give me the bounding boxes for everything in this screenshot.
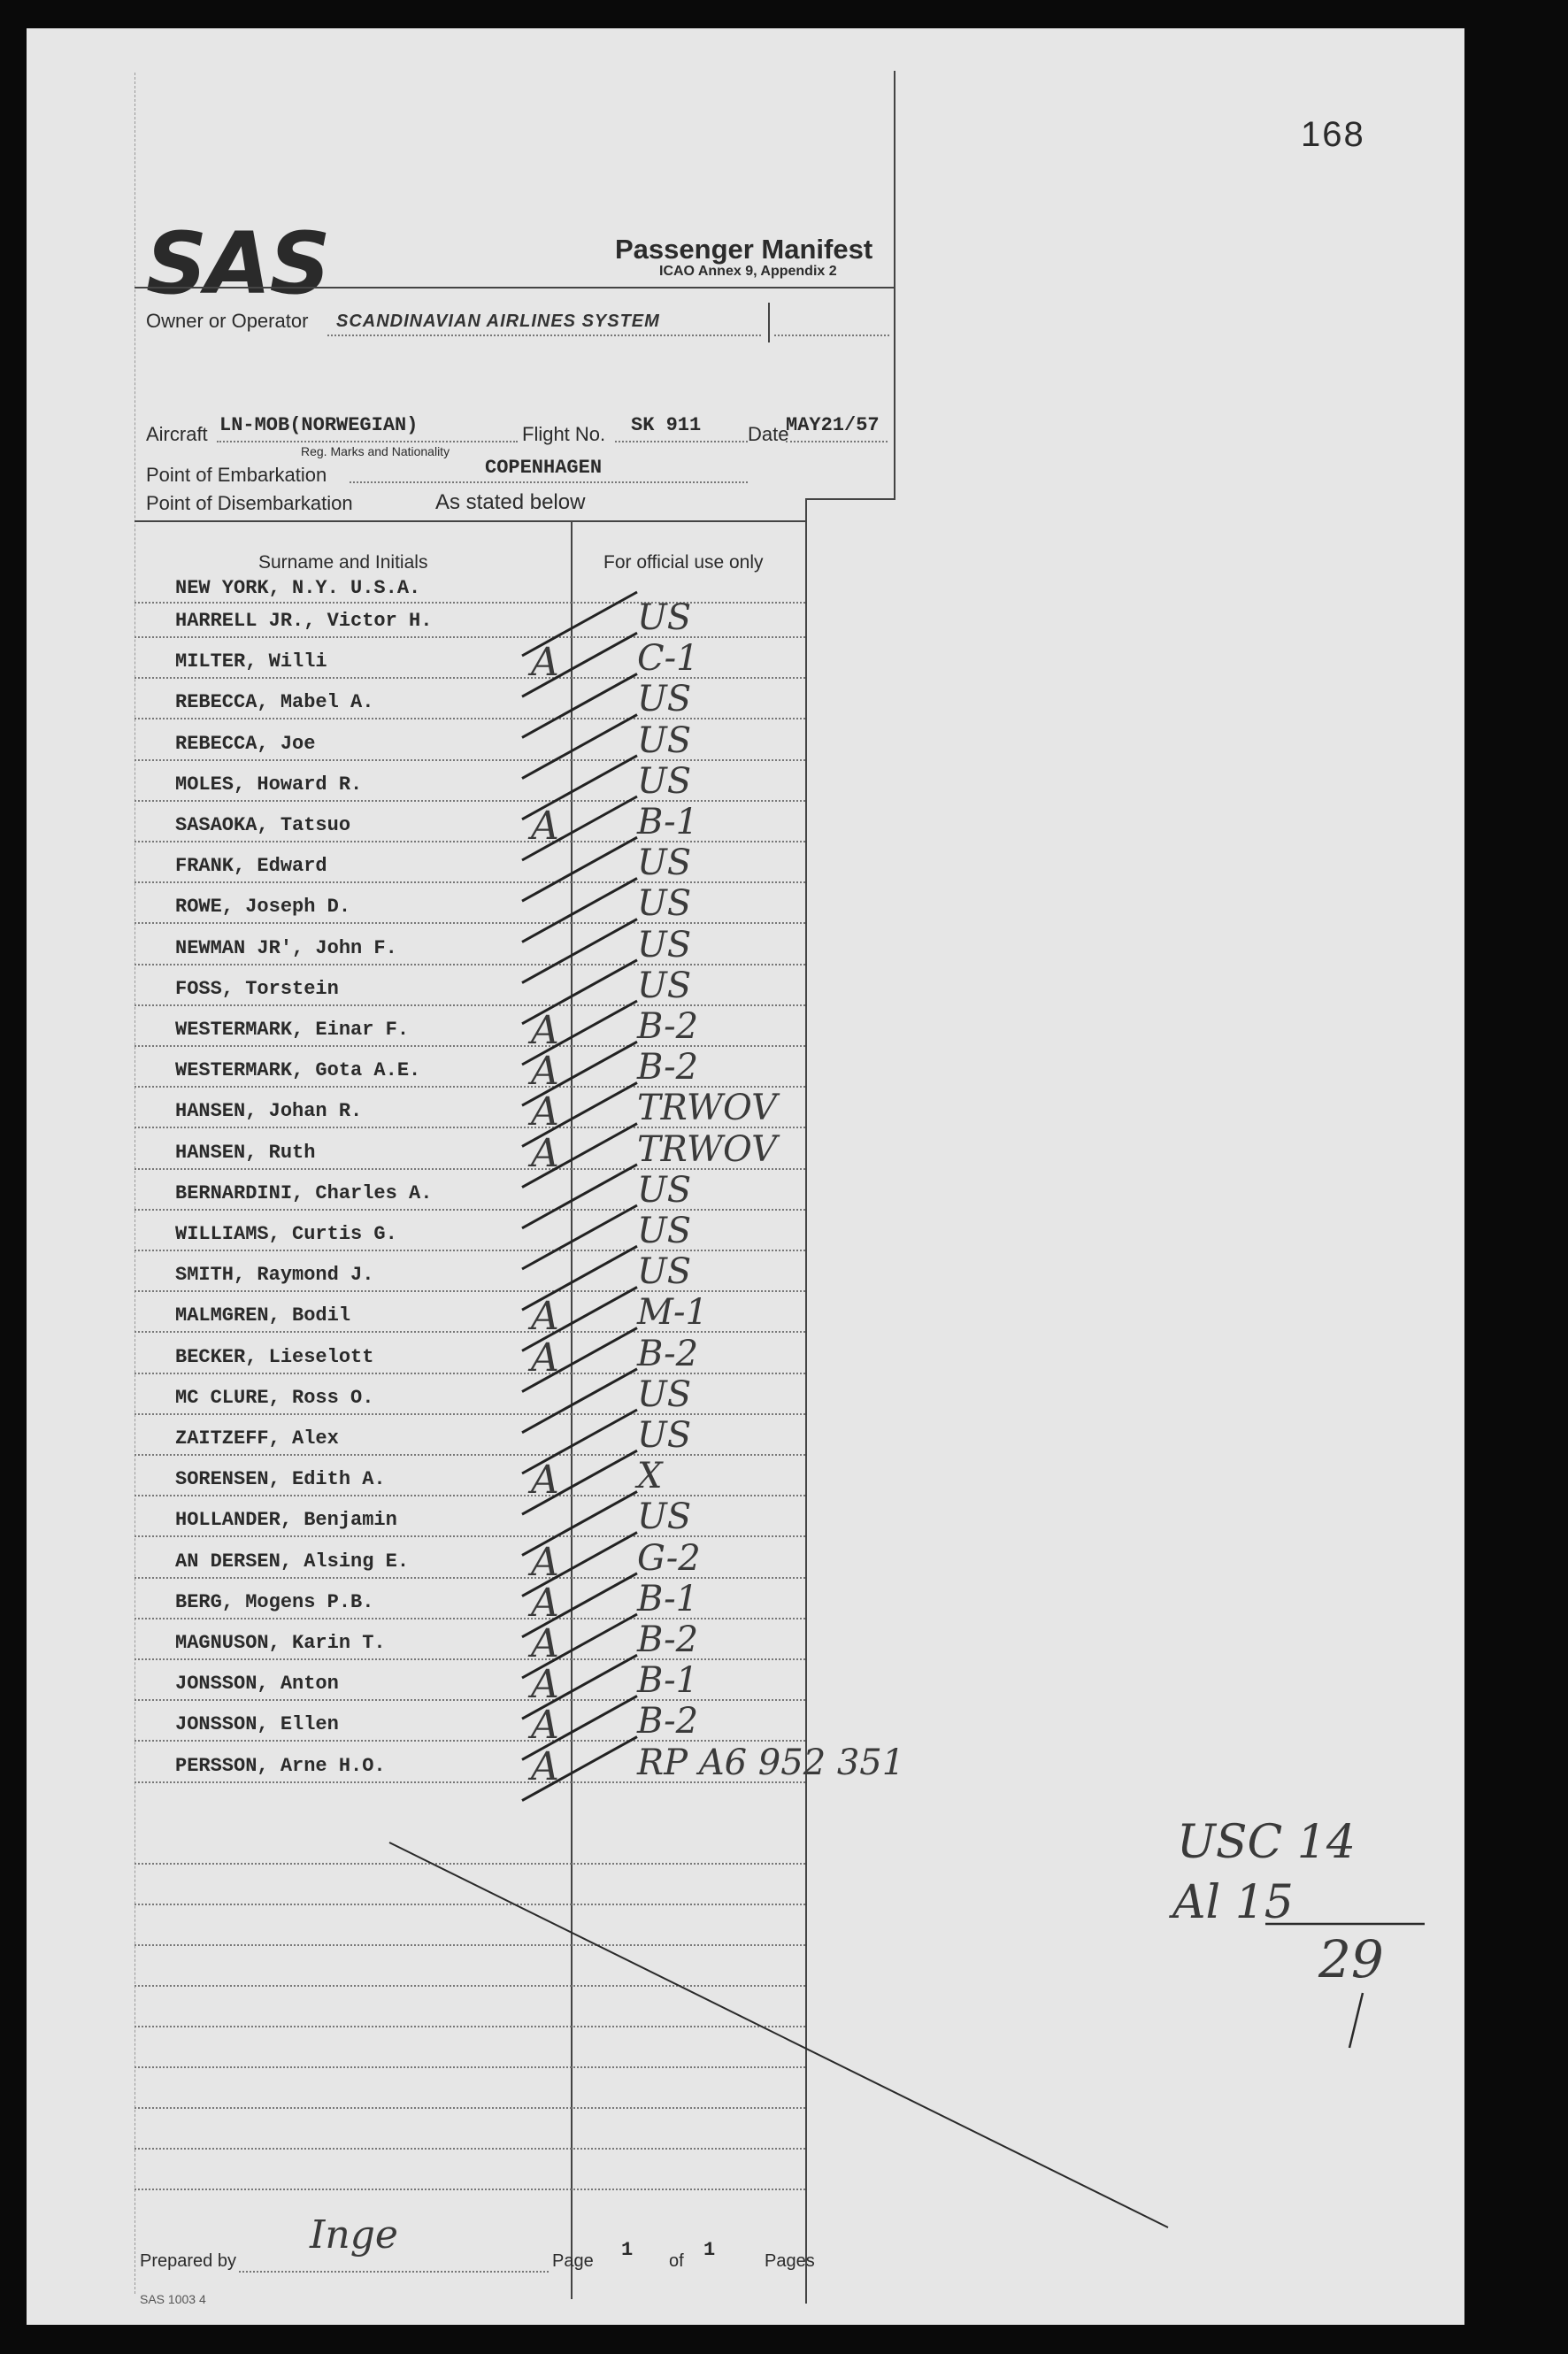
admission-mark: A: [531, 1049, 559, 1095]
passenger-name: MAGNUSON, Karin T.: [175, 1632, 386, 1654]
admission-mark: A: [531, 1335, 559, 1381]
prepared-by-signature: Inge: [310, 2212, 398, 2258]
flight-no-label: Flight No.: [522, 423, 606, 445]
check-slash: [522, 919, 637, 983]
disembarkation-value: As stated below: [435, 490, 586, 514]
official-code: B-1: [637, 1578, 699, 1619]
tally-total: 29: [1318, 1929, 1384, 1989]
passenger-name: HANSEN, Johan R.: [175, 1100, 363, 1123]
check-slash: [522, 1082, 637, 1146]
handwriting-overlay: [27, 28, 1464, 2325]
passenger-name: WESTERMARK, Einar F.: [175, 1019, 410, 1041]
check-slash: [522, 1287, 637, 1350]
check-slash: [522, 1124, 637, 1188]
check-slash: [522, 715, 637, 779]
sas-logo: SAS: [146, 214, 329, 313]
official-code: US: [637, 965, 692, 1006]
disembarkation-label: Point of Disembarkation: [146, 492, 353, 514]
official-code: B-2: [637, 1619, 699, 1660]
official-code: C-1: [637, 638, 699, 680]
official-code: US: [637, 842, 692, 884]
embarkation-value: COPENHAGEN: [485, 457, 603, 479]
check-slash: [522, 1655, 637, 1719]
passenger-name: WESTERMARK, Gota A.E.: [175, 1059, 421, 1082]
admission-mark: A: [531, 1294, 559, 1340]
official-code: B-2: [637, 1006, 699, 1047]
check-slash: [522, 1369, 637, 1433]
check-slash: [522, 1165, 637, 1228]
official-code: G-2: [637, 1537, 701, 1579]
official-code: B-2: [637, 1047, 699, 1089]
admission-mark: A: [531, 1089, 559, 1135]
admission-mark: A: [531, 1743, 559, 1789]
passenger-name: MOLES, Howard R.: [175, 773, 363, 796]
official-code: TRWOV: [637, 1088, 778, 1129]
passenger-name: BERG, Mogens P.B.: [175, 1590, 374, 1613]
official-code: US: [637, 760, 692, 802]
admission-mark: A: [531, 1621, 559, 1666]
passenger-name: FOSS, Torstein: [175, 977, 339, 1000]
admission-mark: A: [531, 640, 559, 686]
official-code: B-1: [637, 802, 699, 842]
check-slash: [522, 796, 637, 860]
admission-mark: A: [531, 1539, 559, 1585]
destination-header: NEW YORK, N.Y. U.S.A.: [175, 577, 421, 599]
passenger-name: SASAOKA, Tatsuo: [175, 814, 351, 836]
check-slash: [522, 1614, 637, 1678]
passenger-name: NEWMAN JR', John F.: [175, 936, 397, 959]
official-code: US: [637, 924, 692, 965]
official-code: X: [637, 1456, 663, 1497]
passenger-name: HANSEN, Ruth: [175, 1141, 316, 1164]
official-code: US: [637, 719, 692, 761]
admission-mark: A: [531, 1580, 559, 1626]
official-code: US: [637, 679, 692, 720]
passenger-name: JONSSON, Ellen: [175, 1713, 339, 1736]
prepared-line: [239, 2271, 549, 2273]
check-slash: [522, 960, 637, 1024]
passenger-name: ROWE, Joseph D.: [175, 896, 351, 919]
form-code: SAS 1003 4: [140, 2292, 206, 2306]
check-slash: [522, 1533, 637, 1596]
official-code: US: [637, 1373, 692, 1415]
official-code: TRWOV: [637, 1128, 778, 1170]
admission-mark: A: [531, 804, 559, 849]
official-code: B-2: [637, 1333, 699, 1374]
check-slash: [522, 1410, 637, 1473]
date-label: Date: [748, 423, 789, 445]
passenger-name: BERNARDINI, Charles A.: [175, 1181, 433, 1204]
official-code: B-1: [637, 1660, 699, 1702]
tally-line-1: USC 14: [1177, 1816, 1356, 1869]
passenger-name: AN DERSEN, Alsing E.: [175, 1550, 410, 1573]
embarkation-label: Point of Embarkation: [146, 464, 327, 486]
admission-mark: A: [531, 1130, 559, 1176]
admission-mark: A: [531, 1703, 559, 1749]
official-code: US: [637, 1169, 692, 1211]
check-slash: [522, 592, 637, 656]
date-value: MAY21/57: [786, 414, 880, 436]
passenger-name: HOLLANDER, Benjamin: [175, 1509, 397, 1532]
check-slash: [522, 1042, 637, 1105]
check-slash: [522, 878, 637, 942]
admission-mark: A: [531, 1458, 559, 1504]
of-value: 1: [703, 2239, 716, 2261]
col-name-header: Surname and Initials: [258, 552, 428, 573]
of-label: of: [669, 2251, 684, 2271]
col-official-header: For official use only: [603, 552, 764, 573]
check-slash: [522, 837, 637, 901]
passenger-name: MILTER, Willi: [175, 650, 327, 673]
check-slash: [522, 1491, 637, 1555]
official-code: US: [637, 1415, 692, 1456]
passenger-name: MALMGREN, Bodil: [175, 1304, 351, 1327]
passenger-name: PERSSON, Arne H.O.: [175, 1754, 386, 1777]
passenger-name: MC CLURE, Ross O.: [175, 1386, 374, 1409]
page-label: Page: [552, 2251, 594, 2271]
page-number: 168: [1301, 115, 1365, 154]
passenger-name: FRANK, Edward: [175, 855, 327, 878]
check-slash: [522, 1205, 637, 1269]
passenger-name: BECKER, Lieselott: [175, 1345, 374, 1368]
check-slash: [522, 1328, 637, 1392]
check-slash: [522, 1450, 637, 1514]
page-value: 1: [621, 2239, 634, 2261]
reg-marks-label: Reg. Marks and Nationality: [301, 444, 450, 458]
admission-mark: A: [531, 1662, 559, 1708]
passenger-name: REBECCA, Joe: [175, 732, 316, 755]
official-code: US: [637, 883, 692, 925]
form-title: Passenger Manifest: [615, 234, 873, 265]
check-slash: [522, 1246, 637, 1310]
passenger-name: HARRELL JR., Victor H.: [175, 610, 433, 632]
aircraft-value: LN-MOB(NORWEGIAN): [219, 414, 419, 436]
tally-tick: [1349, 1993, 1363, 2048]
owner-value: SCANDINAVIAN AIRLINES SYSTEM: [336, 312, 660, 331]
official-code: RP A6 952 351: [637, 1742, 905, 1783]
diagonal-cancel-line: [389, 1842, 1168, 2227]
form-subtitle: ICAO Annex 9, Appendix 2: [659, 264, 837, 279]
passenger-name: ZAITZEFF, Alex: [175, 1427, 339, 1450]
prepared-by-label: Prepared by: [140, 2251, 236, 2271]
check-slash: [522, 756, 637, 819]
pages-label: Pages: [765, 2251, 815, 2271]
official-code: US: [637, 1251, 692, 1293]
passenger-name: SMITH, Raymond J.: [175, 1264, 374, 1287]
aircraft-label: Aircraft: [146, 423, 208, 445]
official-code: B-2: [637, 1701, 699, 1742]
owner-label: Owner or Operator: [146, 310, 309, 332]
tally-line-2: Al 15: [1172, 1876, 1294, 1929]
check-slash: [522, 673, 637, 737]
check-slash: [522, 1696, 637, 1759]
official-code: M-1: [637, 1292, 708, 1334]
check-slash: [522, 1737, 637, 1801]
official-code: US: [637, 597, 692, 638]
passenger-name: REBECCA, Mabel A.: [175, 691, 374, 714]
admission-mark: A: [531, 1008, 559, 1053]
manifest-sheet: [27, 28, 1464, 2325]
passenger-name: WILLIAMS, Curtis G.: [175, 1223, 397, 1245]
official-code: US: [637, 1496, 692, 1538]
check-slash: [522, 1573, 637, 1637]
check-slash: [522, 633, 637, 696]
passenger-name: JONSSON, Anton: [175, 1673, 339, 1696]
flight-no-value: SK 911: [631, 414, 702, 436]
official-code: US: [637, 1211, 692, 1251]
passenger-name: SORENSEN, Edith A.: [175, 1468, 386, 1491]
check-slash: [522, 1001, 637, 1065]
